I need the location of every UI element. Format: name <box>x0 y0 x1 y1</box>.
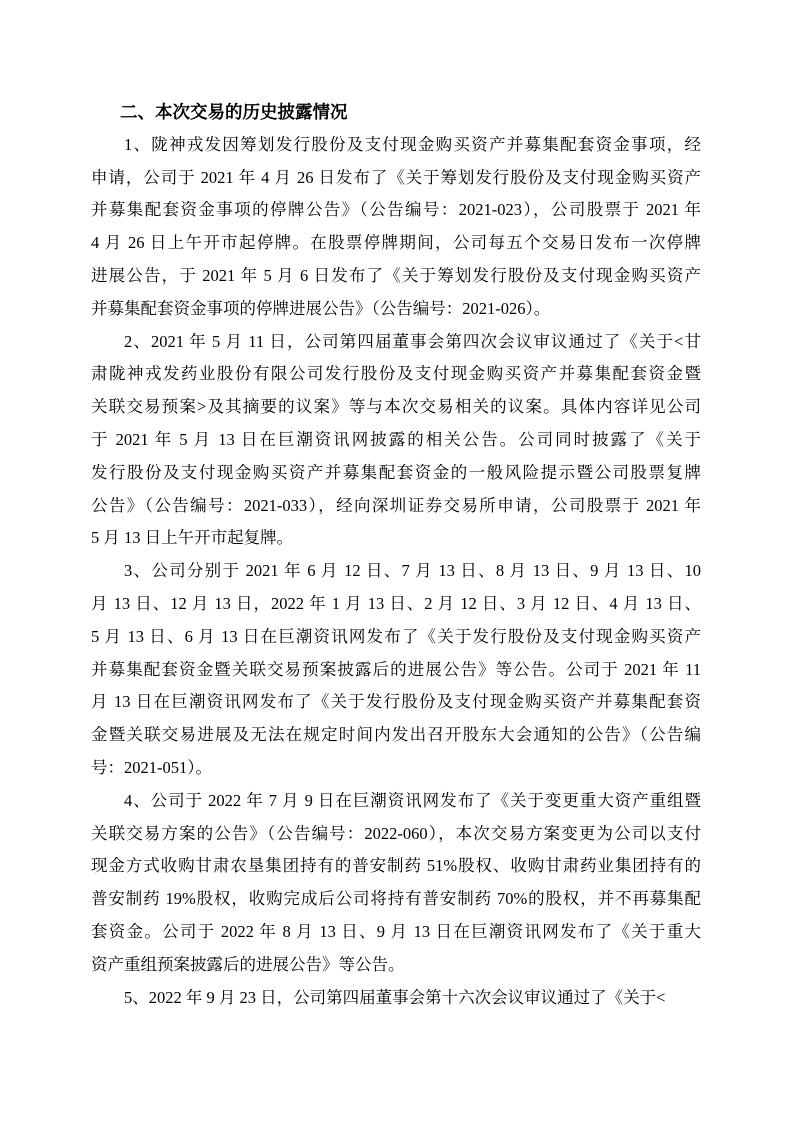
text-line: 关联交易方案的公告》（公告编号：2022-060），本次交易方案变更为公司以支付 <box>91 823 701 843</box>
text-line: 肃陇神戎发药业股份有限公司发行股份及支付现金购买资产并募集配套资金暨 <box>91 364 701 384</box>
text-line: 申请，公司于 2021 年 4 月 26 日发布了《关于筹划发行股份及支付现金购买资产 <box>91 167 701 187</box>
text-line: 关联交易预案>及其摘要的议案》等与本次交易相关的议案。具体内容详见公司 <box>91 397 701 417</box>
text-line: 2、2021 年 5 月 11 日，公司第四届董事会第四次会议审议通过了《关于<甘 <box>124 331 701 351</box>
text-line: 5、2022 年 9 月 23 日，公司第四届董事会第十六次会议审议通过了《关于< <box>124 987 666 1007</box>
text-line: 公告》（公告编号：2021-033），经向深圳证券交易所申请，公司股票于 2021 年 <box>91 495 701 515</box>
section-heading: 二、本次交易的历史披露情况 <box>120 102 348 122</box>
text-line: 4、公司于 2022 年 7 月 9 日在巨潮资讯网发布了《关于变更重大资产重组暨 <box>124 790 701 810</box>
paragraph-5 <box>91 982 701 1015</box>
text-line: 进展公告，于 2021 年 5 月 6 日发布了《关于筹划发行股份及支付现金购买资产 <box>91 265 701 285</box>
text-line: 5 月 13 日、6 月 13 日在巨潮资讯网发布了《关于发行股份及支付现金购买资产 <box>91 626 701 646</box>
text-line: 并募集配套资金暨关联交易预案披露后的进展公告》等公告。公司于 2021 年 11 <box>91 659 701 679</box>
document-content <box>91 96 701 1014</box>
text-line: 发行股份及支付现金购买资产并募集配套资金的一般风险提示暨公司股票复牌 <box>91 462 701 482</box>
paragraph-1 <box>91 129 701 326</box>
paragraph-3 <box>91 555 701 785</box>
text-line: 普安制药 19%股权，收购完成后公司将持有普安制药 70%的股权，并不再募集配 <box>91 889 701 909</box>
text-line: 并募集配套资金事项的停牌进展公告》（公告编号：2021-026）。 <box>91 298 551 318</box>
paragraph-4 <box>91 785 701 982</box>
text-line: 号：2021-051）。 <box>91 757 212 777</box>
text-line: 于 2021 年 5 月 13 日在巨潮资讯网披露的相关公告。公司同时披露了《关于 <box>91 429 701 449</box>
text-line: 1、陇神戎发因筹划发行股份及支付现金购买资产并募集配套资金事项，经 <box>124 134 701 154</box>
text-line: 3、公司分别于 2021 年 6 月 12 日、7 月 13 日、8 月 13 日、9 月 13 日、10 <box>124 561 701 581</box>
text-line: 并募集配套资金事项的停牌公告》（公告编号：2021-023），公司股票于 2021 年 <box>91 200 701 220</box>
text-line: 月 13 日、12 月 13 日，2022 年 1 月 13 日、2 月 12 日、3 月 12 日、4 月 13 日、 <box>91 593 701 613</box>
text-line: 月 13 日在巨潮资讯网发布了《关于发行股份及支付现金购买资产并募集配套资 <box>91 692 701 712</box>
paragraph-2 <box>91 326 701 556</box>
text-line: 金暨关联交易进展及无法在规定时间内发出召开股东大会通知的公告》（公告编 <box>91 725 701 745</box>
text-line: 套资金。公司于 2022 年 8 月 13 日、9 月 13 日在巨潮资讯网发布了《关于重大 <box>91 921 701 941</box>
text-line: 资产重组预案披露后的进展公告》等公告。 <box>91 954 405 974</box>
text-line: 5 月 13 日上午开市起复牌。 <box>91 528 294 548</box>
text-line: 现金方式收购甘肃农垦集团持有的普安制药 51%股权、收购甘肃药业集团持有的 <box>91 856 701 876</box>
text-line: 4 月 26 日上午开市起停牌。在股票停牌期间，公司每五个交易日发布一次停牌 <box>91 233 701 253</box>
